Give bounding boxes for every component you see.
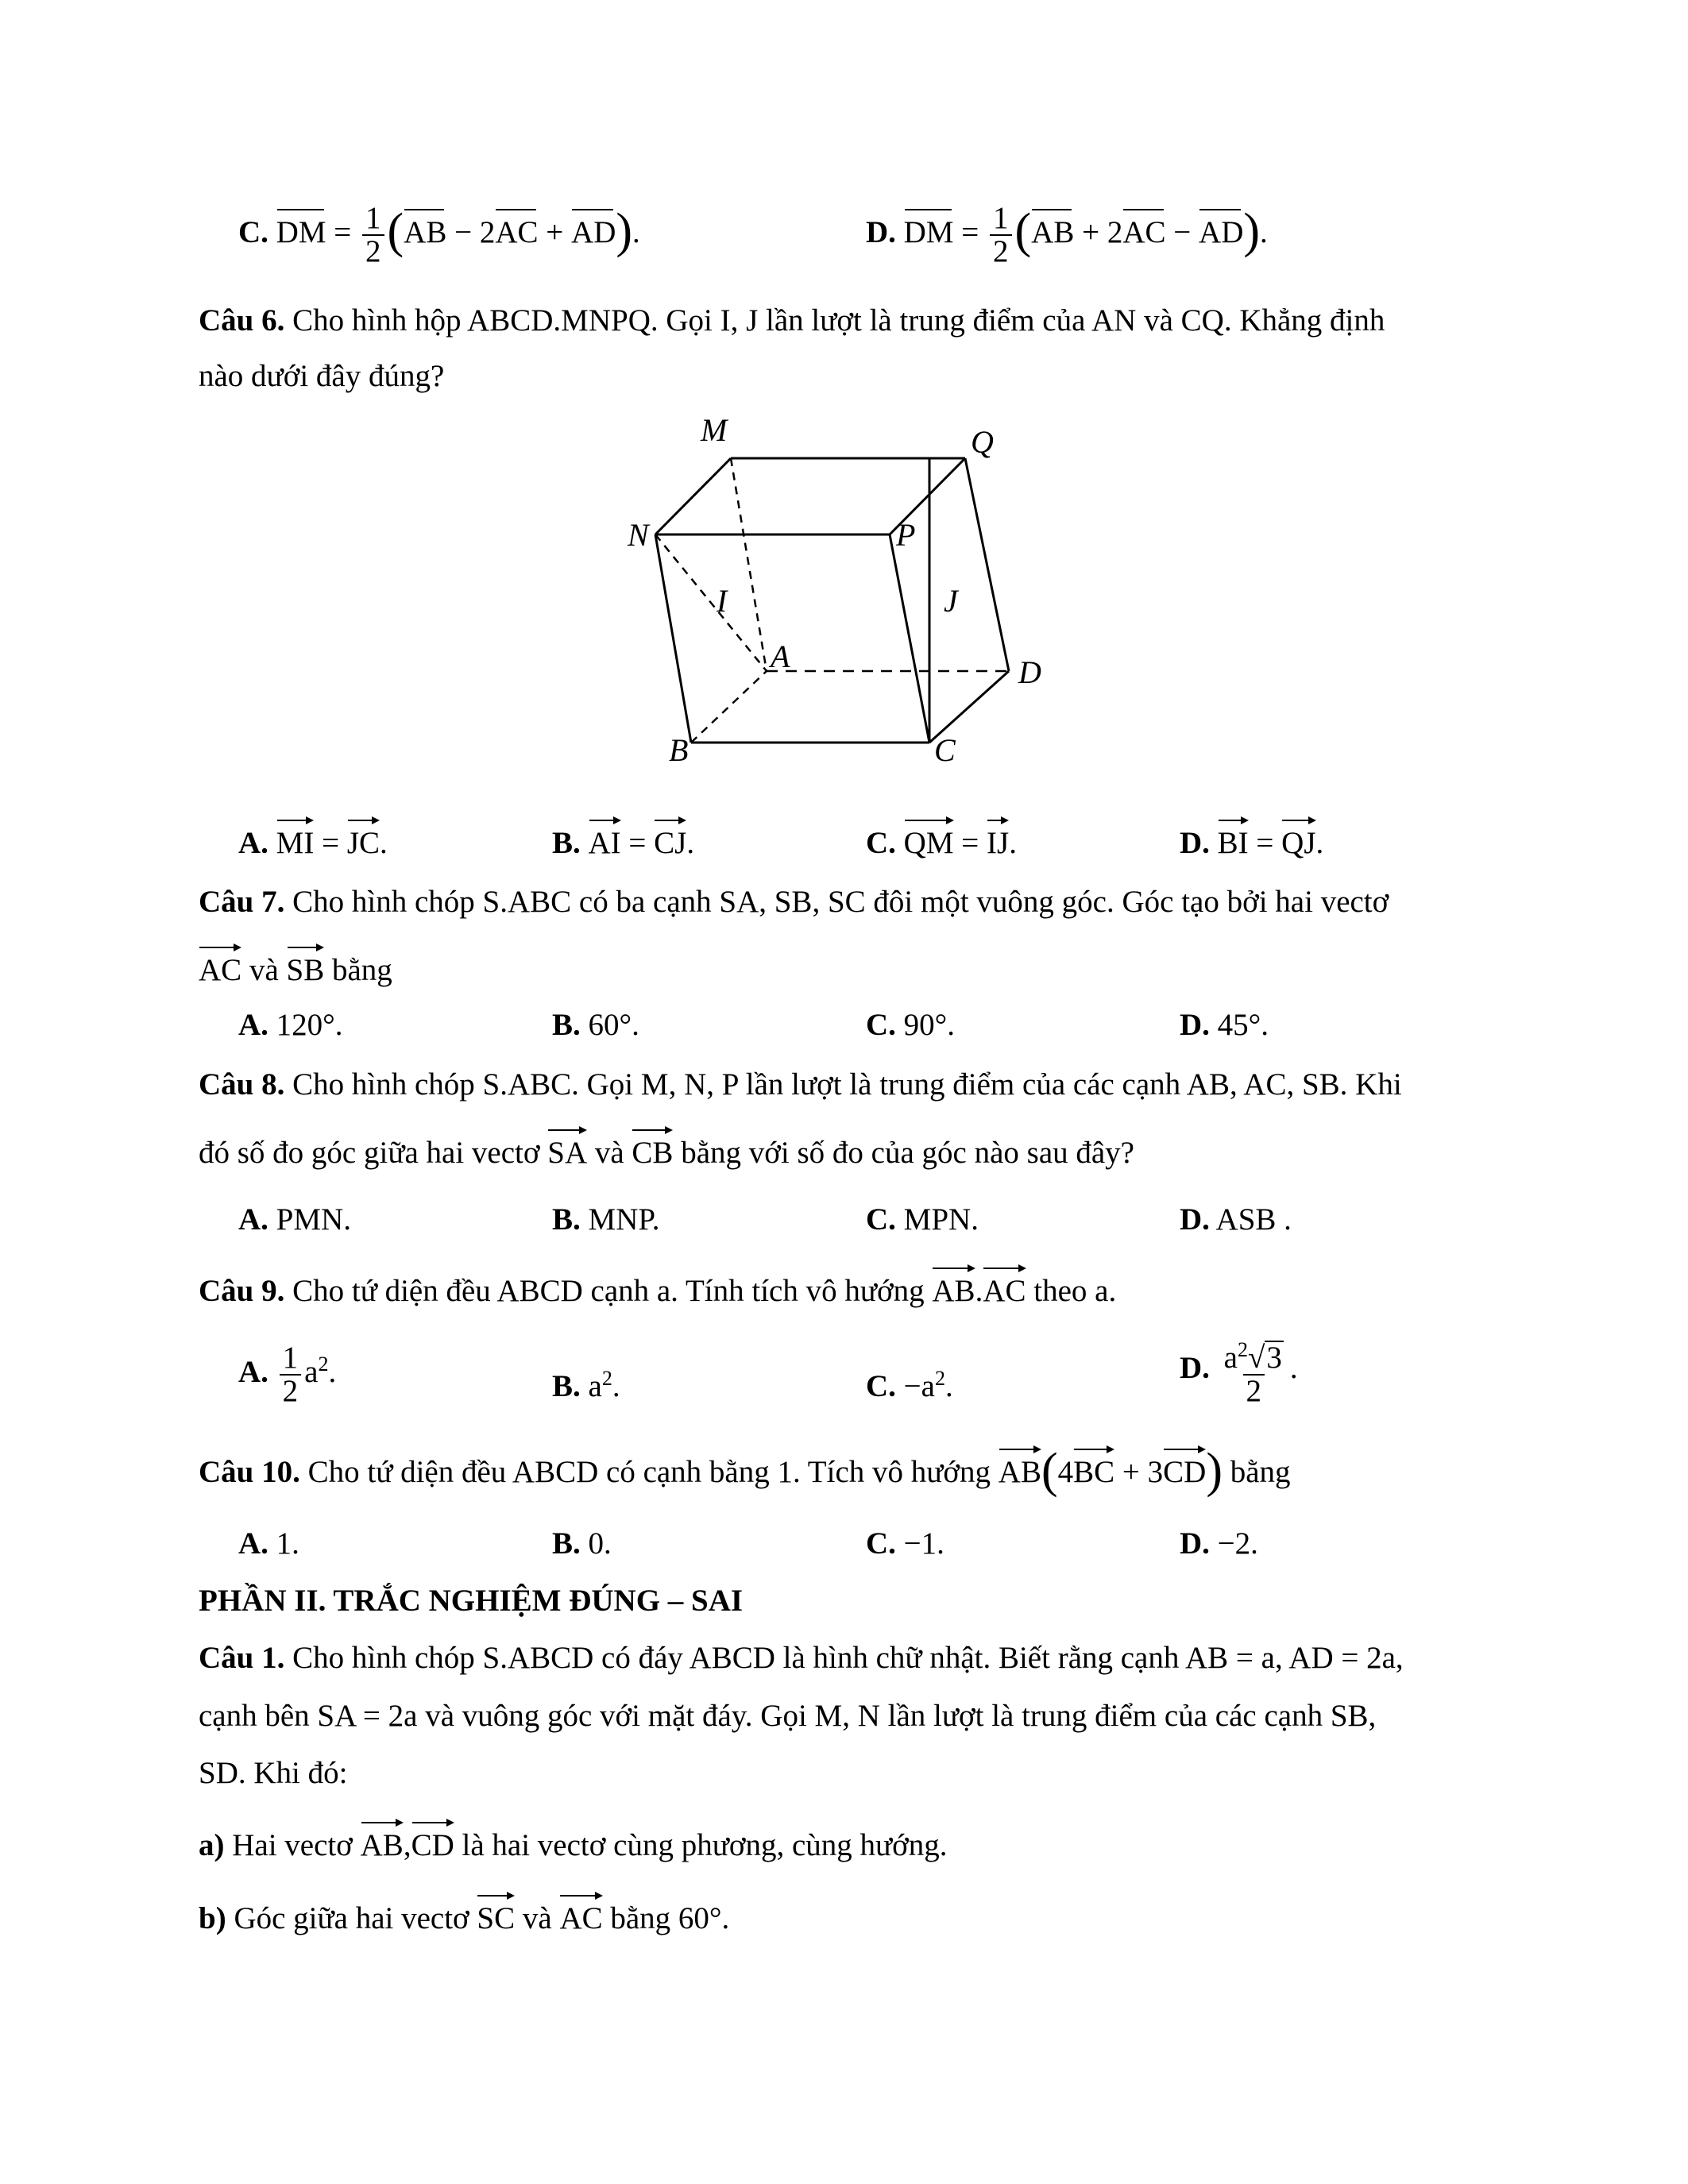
q8-option-c — [866, 1199, 979, 1241]
vector: CD — [411, 1819, 454, 1866]
question-text: bằng — [1230, 1455, 1291, 1489]
label-C: C — [934, 732, 956, 768]
vector: BC — [1073, 1445, 1114, 1493]
option-label: D. — [866, 214, 896, 249]
parallelepiped-figure — [580, 409, 1311, 774]
vector: AC — [559, 1892, 602, 1939]
q7-line1 — [199, 882, 1389, 923]
parallelepiped-diagram — [580, 409, 1311, 774]
statement-text: Hai vectơ — [232, 1828, 353, 1862]
option-label: C. — [866, 1369, 896, 1403]
option-label: C. — [238, 214, 268, 249]
vector: AB — [999, 1445, 1041, 1493]
connector-text: và — [249, 953, 279, 987]
q8-line1 — [199, 1064, 1402, 1106]
question-label: Câu 10. — [199, 1455, 300, 1489]
statement-text: bằng 60°. — [610, 1901, 730, 1935]
vector: BI — [1218, 816, 1249, 864]
q6-line1 — [199, 300, 1385, 341]
q10-option-b — [552, 1523, 612, 1565]
q9-option-a: A. $\frac{1}{2}$ $a^2$. — [238, 1341, 337, 1408]
coefficient: 4 — [1057, 1455, 1074, 1489]
dot-operator: . — [975, 1274, 983, 1308]
option-label: B. — [552, 1369, 581, 1403]
q6-option-d: D. BI = QJ. — [1180, 816, 1323, 864]
option-label: C. — [866, 826, 896, 860]
option-label: D. — [1180, 826, 1210, 860]
q6-line2 — [199, 356, 444, 397]
question-text: theo a. — [1033, 1274, 1117, 1308]
p2-q1-statement-a: a) Hai vectơ AB,CD là hai vectơ cùng phương, cùng hướng. — [199, 1819, 948, 1866]
edge-PC — [890, 534, 929, 743]
q7-option-c — [866, 1005, 955, 1046]
q10-option-a — [238, 1523, 299, 1565]
question-text: Cho tứ diện đều ABCD có cạnh bằng 1. Tích vô hướng — [307, 1455, 991, 1489]
option-tail: . — [651, 1202, 660, 1237]
connector-text: và — [522, 1901, 552, 1935]
question-text: bằng với số đo của góc nào sau đây? — [681, 1136, 1134, 1170]
edge-NB — [655, 534, 691, 743]
p2-q1-line2: cạnh bên SA = 2a và vuông góc với mặt đáy. Gọi M, N lần lượt là trung điểm của các cạnh SB, — [199, 1699, 1377, 1733]
q8-option-a — [238, 1199, 351, 1241]
connector-text: và — [594, 1136, 624, 1170]
question-label: Câu 6. — [199, 303, 285, 338]
q7-line2 — [199, 943, 392, 991]
question-text: bằng — [331, 953, 392, 987]
label-A: A — [771, 639, 790, 674]
q9-option-d: D. $\frac{a^2√3}{2}$ . — [1180, 1334, 1298, 1407]
question-text: Cho hình chóp S.ABCD có đáy ABCD là hình chữ nhật. Biết rằng cạnh AB = a, AD = 2a, — [292, 1641, 1404, 1675]
edge-QD — [965, 458, 1009, 671]
option-label: A. — [238, 826, 268, 860]
q7-option-d — [1180, 1005, 1269, 1046]
q6-option-b: B. AI = CJ. — [552, 816, 694, 864]
option-label: A. — [238, 1202, 268, 1237]
p2-q1-line3: SD. Khi đó: — [199, 1756, 348, 1790]
q5-option-d: D. DM = $\frac{1}{2}$ (AB + 2AC − AD). — [866, 201, 1268, 268]
fraction: $\frac{a^2√3}{2}$ — [1223, 1338, 1282, 1408]
statement-label: a) — [199, 1828, 225, 1862]
vector: IJ — [987, 816, 1009, 864]
vector: AD — [1199, 206, 1243, 253]
option-label: B. — [552, 826, 581, 860]
option-text: 120°. — [276, 1008, 343, 1042]
vector: AB — [1031, 206, 1074, 253]
option-tail: . — [343, 1202, 351, 1237]
vector: SB — [287, 943, 325, 991]
option-text: 0. — [588, 1526, 612, 1561]
label-I: I — [717, 583, 728, 619]
option-label: D. — [1180, 1526, 1210, 1561]
vector: DM — [276, 206, 326, 253]
vector: CB — [632, 1126, 673, 1174]
label-N: N — [628, 517, 649, 553]
option-label: B. — [552, 1202, 581, 1237]
question-label: Câu 1. — [199, 1641, 285, 1675]
option-label: A. — [238, 1526, 268, 1561]
label-J: J — [944, 583, 958, 619]
part2-heading: PHẦN II. TRẮC NGHIỆM ĐÚNG – SAI — [199, 1584, 744, 1618]
vector: AD — [571, 206, 616, 253]
option-label: D. — [1180, 1350, 1210, 1385]
q9-option-c: C. $-a^2$. — [866, 1367, 953, 1403]
vector: AI — [589, 816, 621, 864]
option-text: 1. — [276, 1526, 299, 1561]
statement-text: Góc giữa hai vectơ — [234, 1901, 469, 1935]
option-label: B. — [552, 1008, 581, 1042]
vector: SC — [477, 1892, 515, 1939]
vector: AC — [1122, 206, 1165, 253]
vector: SA — [547, 1126, 587, 1174]
option-label: A. — [238, 1354, 268, 1389]
fraction: $\frac{1}{2}$ — [280, 1342, 302, 1407]
option-label: C. — [866, 1526, 896, 1561]
option-label: A. — [238, 1008, 268, 1042]
option-text: PMN — [276, 1202, 344, 1237]
q7-option-b — [552, 1005, 639, 1046]
vector: AC — [199, 943, 241, 991]
vector: AB — [361, 1819, 404, 1866]
q10-option-c — [866, 1523, 944, 1565]
option-text: 60°. — [588, 1008, 639, 1042]
vector: AC — [983, 1264, 1026, 1312]
segment-NA-hidden — [655, 534, 767, 671]
label-Q: Q — [971, 424, 994, 460]
q6-option-a: A. MI = JC. — [238, 816, 388, 864]
plus-operator: + — [1122, 1455, 1140, 1489]
question-label: Câu 8. — [199, 1067, 285, 1102]
option-label: C. — [866, 1202, 896, 1237]
vector: QJ — [1281, 816, 1315, 864]
edge-BA-hidden — [691, 671, 767, 743]
vector: DM — [904, 206, 954, 253]
vector: CJ — [654, 816, 686, 864]
question-text: Cho hình hộp ABCD.MNPQ. Gọi I, J lần lượt là trung điểm của AN và CQ. Khẳng định — [292, 303, 1385, 338]
option-text: 90°. — [903, 1008, 956, 1042]
option-tail: . — [971, 1202, 979, 1237]
question-text: Cho tứ diện đều ABCD cạnh a. Tính tích vô hướng — [292, 1274, 925, 1308]
option-label: C. — [866, 1008, 896, 1042]
vector: AB — [932, 1264, 975, 1312]
q9-line1 — [199, 1264, 1116, 1312]
question-text: đó số đo góc giữa hai vectơ — [199, 1136, 540, 1170]
edge-MA-hidden — [731, 458, 767, 671]
fraction: $\frac{1}{2}$ — [362, 203, 384, 268]
option-text: MNP — [588, 1202, 652, 1237]
option-label: D. — [1180, 1008, 1210, 1042]
p2-q1-statement-b — [199, 1892, 729, 1939]
vector: CD — [1163, 1445, 1206, 1493]
label-B: B — [669, 732, 689, 768]
q5-option-c: C. DM = $\frac{1}{2}$ (AB − 2AC + AD). — [238, 201, 640, 268]
question-label: Câu 9. — [199, 1274, 285, 1308]
question-text: Cho hình chóp S.ABC có ba cạnh SA, SB, SC đôi một vuông góc. Góc tạo bởi hai vectơ — [292, 885, 1389, 919]
option-text: 45°. — [1217, 1008, 1269, 1042]
option-text: ASB — [1215, 1202, 1277, 1237]
edge-NM — [655, 458, 731, 534]
option-text: MPN — [903, 1202, 971, 1237]
q8-option-d — [1180, 1199, 1292, 1241]
q10-option-d — [1180, 1523, 1258, 1565]
vector: AB — [404, 206, 446, 253]
question-text: nào dưới đây đúng? — [199, 359, 445, 393]
p2-q1-line1 — [199, 1638, 1404, 1679]
option-label: B. — [552, 1526, 581, 1561]
q8-option-b — [552, 1199, 659, 1241]
q6-option-c: C. QM = IJ. — [866, 816, 1017, 864]
option-text: −2. — [1217, 1526, 1258, 1561]
vector: AC — [495, 206, 538, 253]
question-label: Câu 7. — [199, 885, 285, 919]
option-label: D. — [1180, 1202, 1210, 1237]
option-text: −1. — [903, 1526, 944, 1561]
option-text: −a — [903, 1369, 935, 1403]
vector: MI — [276, 816, 315, 864]
label-D: D — [1018, 654, 1041, 690]
coefficient: 3 — [1147, 1455, 1164, 1489]
q8-line2 — [199, 1126, 1134, 1174]
question-text: Cho hình chóp S.ABC. Gọi M, N, P lần lượt là trung điểm của các cạnh AB, AC, SB. Khi — [292, 1067, 1402, 1102]
option-tail: . — [1284, 1202, 1292, 1237]
option-text: a — [588, 1369, 602, 1403]
document-page — [199, 0, 1501, 2184]
label-P: P — [896, 517, 916, 553]
statement-text: là hai vectơ cùng phương, cùng hướng. — [462, 1828, 948, 1862]
fraction: $\frac{1}{2}$ — [990, 203, 1012, 268]
vector: JC — [347, 816, 380, 864]
q7-option-a — [238, 1005, 343, 1046]
option-text: a — [304, 1354, 319, 1389]
q10-line1: Câu 10. Cho tứ diện đều ABCD có cạnh bằng 1. Tích vô hướng AB(4BC + 3CD) bằng — [199, 1444, 1291, 1498]
statement-label: b) — [199, 1901, 226, 1935]
q9-option-b: B. $a^2$. — [552, 1367, 620, 1403]
vector: QM — [904, 816, 954, 864]
label-M: M — [701, 412, 728, 448]
